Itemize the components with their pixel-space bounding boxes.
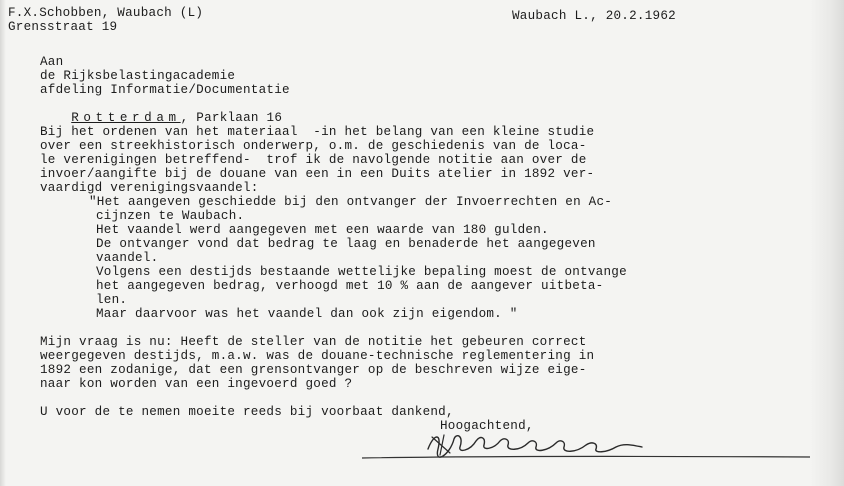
quote-line: Maar daarvoor was het vaandel dan ook zijn eigendom. " (96, 307, 518, 321)
addressee-city: Rotterdam (71, 111, 181, 125)
quote-line: "Het aangeven geschiedde bij den ontvanger der Invoerrechten en Ac- (89, 195, 613, 209)
quote-line: het aangegeven bedrag, verhoogd met 10 % aan de aangever uitbeta- (96, 279, 604, 293)
page-edge-shadow-left (0, 0, 6, 486)
question-line: naar kon worden van een ingevoerd goed ? (40, 377, 353, 391)
addressee-department: afdeling Informatie/Documentatie (40, 83, 290, 97)
place-date: Waubach L., 20.2.1962 (512, 9, 676, 23)
body-line: invoer/aangifte bij de douane van een in een Duits atelier in 1892 ver- (40, 167, 595, 181)
quote-line: len. (96, 293, 128, 307)
addressee-organization: de Rijksbelastingacademie (40, 69, 236, 83)
regards-line: Hoogachtend, (440, 419, 534, 433)
quote-line: Het vaandel werd aangegeven met een waarde van 180 gulden. (96, 223, 549, 237)
question-line: weergegeven destijds, m.a.w. was de douane-technische reglementering in (40, 349, 595, 363)
sender-street: Grensstraat 19 (8, 20, 118, 34)
body-line: le verenigingen betreffend- trof ik de navolgende notitie aan over de (40, 153, 587, 167)
addressee-street: , Parklaan 16 (180, 111, 283, 125)
question-line: Mijn vraag is nu: Heeft de steller van de notitie het gebeuren correct (40, 335, 587, 349)
signature-underline (360, 454, 812, 460)
quote-line: cijnzen te Waubach. (96, 209, 245, 223)
closing-line: U voor de te nemen moeite reeds bij voorbaat dankend, (40, 405, 454, 419)
sender-name: F.X.Schobben, Waubach (L) (8, 6, 204, 20)
quote-line: vaandel. (96, 251, 159, 265)
quote-line: Volgens een destijds bestaande wettelijke bepaling moest de ontvange (96, 265, 627, 279)
body-line: Bij het ordenen van het materiaal -in het belang van een kleine studie (40, 125, 595, 139)
body-line: vaardigd verenigingsvaandel: (40, 181, 259, 195)
addressee-salutation: Aan (40, 55, 64, 69)
body-line: over een streekhistorisch onderwerp, o.m. de geschiedenis van de loca- (40, 139, 587, 153)
question-line: 1892 een zodanige, dat een grensontvanger op de beschreven wijze eige- (40, 363, 587, 377)
quote-line: De ontvanger vond dat bedrag te laag en benaderde het aangegeven (96, 237, 596, 251)
page-edge-shadow-right (810, 0, 844, 486)
